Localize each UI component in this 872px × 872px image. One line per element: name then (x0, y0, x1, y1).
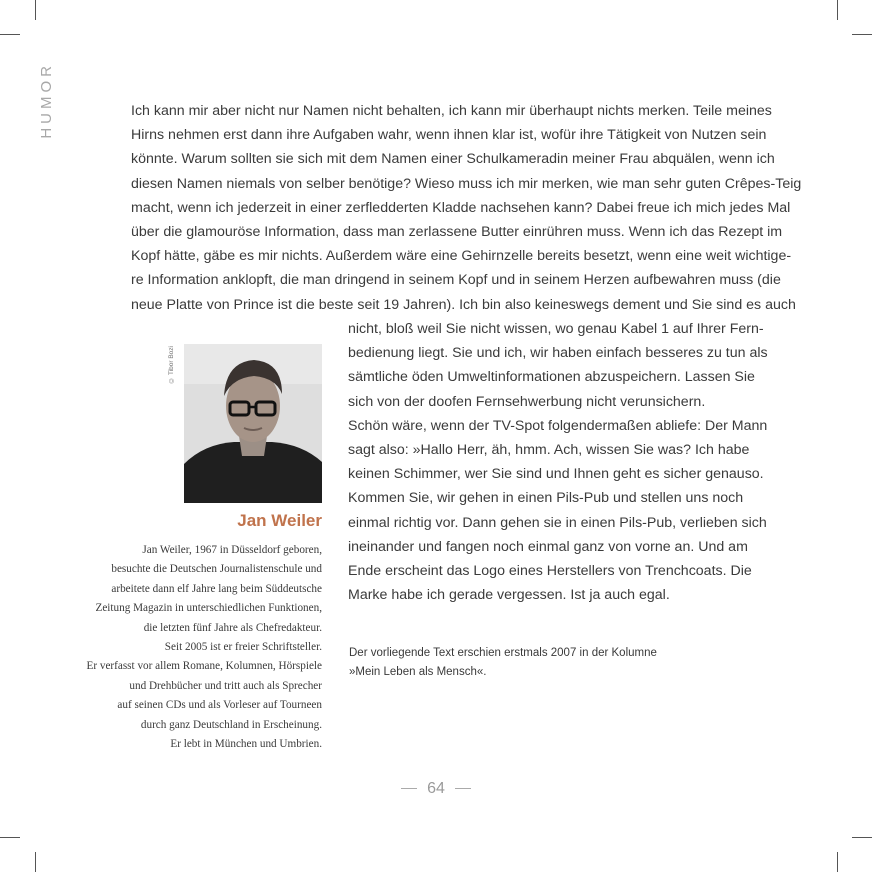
author-bio (32, 541, 322, 754)
section-label: HUMOR (38, 62, 55, 139)
text-line: durch ganz Deutschland in Erscheinung. (140, 718, 322, 731)
text-line: die letzten fünf Jahre als Chefredakteur. (143, 621, 322, 634)
text-line: »Mein Leben als Mensch«. (349, 666, 487, 678)
text-line: neue Platte von Prince ist die beste seit 19 Jahren). Ich bin also keineswegs dement und Sie sind es auch (131, 296, 796, 313)
text-line: sagt also: »Hallo Herr, äh, hmm. Ach, wissen Sie was? Ich habe (348, 441, 750, 458)
crop-mark (0, 34, 20, 35)
text-line: Hirns nehmen erst dann ihre Aufgaben wahr, wenn ihnen klar ist, wofür ihre Tätigkeit von Nutzen sein (131, 127, 767, 144)
text-line: Ich kann mir aber nicht nur Namen nicht behalten, ich kann mir überhaupt nichts merken. Teile meines (131, 103, 772, 119)
photo-credit: © Tibor Bozi (168, 346, 175, 384)
text-line: arbeitete dann elf Jahre lang beim Süddeutsche (111, 582, 322, 595)
crop-mark (852, 34, 872, 35)
crop-mark (0, 837, 20, 838)
text-line: keinen Schimmer, wer Sie sind und Ihnen geht es sicher genauso. (348, 466, 764, 483)
text-line: könnte. Warum sollten sie sich mit dem Namen einer Schulkameradin meiner Frau abquälen, wenn ich (131, 151, 775, 168)
text-line: und Drehbücher und tritt auch als Sprecher (129, 679, 322, 692)
main-paragraph (131, 99, 802, 317)
text-line: ineinander und fangen noch einmal ganz von vorne an. Und am (348, 538, 748, 555)
text-line: Er lebt in München und Umbrien. (170, 738, 322, 751)
footer-dash (401, 788, 417, 789)
text-line: Der vorliegende Text erschien erstmals 2007 in der Kolumne (349, 647, 657, 659)
text-line: Zeitung Magazin in unterschiedlichen Funktionen, (95, 602, 322, 615)
text-line: besuchte die Deutschen Journalistenschule und (111, 563, 322, 576)
author-name: Jan Weiler (237, 511, 322, 530)
crop-mark (852, 837, 872, 838)
text-line: nicht, bloß weil Sie nicht wissen, wo genau Kabel 1 auf Ihrer Fern- (348, 321, 764, 337)
page-number: 64 (427, 780, 445, 797)
text-line: Marke habe ich gerade vergessen. Ist ja auch egal. (348, 587, 670, 604)
crop-mark (837, 0, 838, 20)
text-line: Er verfasst vor allem Romane, Kolumnen, Hörspiele (86, 660, 322, 673)
text-line: sich von der doofen Fernsehwerbung nicht verunsichern. (348, 393, 706, 410)
right-column-text (348, 317, 768, 607)
text-line: Kommen Sie, wir gehen in einen Pils-Pub und stellen uns noch (348, 490, 744, 507)
text-line: Kopf hätte, gäbe es mir nichts. Außerdem wäre eine Gehirnzelle bereits besetzt, wenn eine weit wichtige- (131, 248, 792, 265)
text-line: über die glamouröse Information, dass man zerlassene Butter einrühren muss. Wenn ich das Rezept im (131, 223, 783, 240)
crop-mark (35, 852, 36, 872)
text-line: macht, wenn ich jederzeit in einer zerfledderten Kladde nachsehen kann? Dabei freue ich mich jedes Mal (131, 199, 791, 216)
text-line: Jan Weiler, 1967 in Düsseldorf geboren, (142, 544, 322, 556)
text-line: re Information anklopft, die man dringend in seinem Kopf und in seinem Herzen aufbewahren muss (die (131, 272, 781, 289)
text-line: bedienung liegt. Sie und ich, wir haben einfach besseres zu tun als (348, 345, 768, 362)
text-line: auf seinen CDs und als Vorleser auf Tourneen (117, 699, 322, 712)
footer-dash (455, 788, 471, 789)
publication-note (349, 644, 657, 682)
crop-mark (837, 852, 838, 872)
crop-mark (35, 0, 36, 20)
text-line: einmal richtig vor. Dann gehen sie in einen Pils-Pub, verlieben sich (348, 514, 767, 531)
author-portrait-image (184, 344, 322, 503)
author-photo (184, 344, 322, 503)
page-footer (0, 780, 872, 798)
text-line: sämtliche öden Umweltinformationen abzuspeichern. Lassen Sie (348, 369, 755, 386)
text-line: Seit 2005 ist er freier Schriftsteller. (164, 641, 322, 654)
text-line: diesen Namen niemals von selber benötige? Wieso muss ich mir merken, wie man sehr guten Crêpes-Teig (131, 175, 802, 192)
text-line: Schön wäre, wenn der TV-Spot folgendermaßen abliefe: Der Mann (348, 417, 768, 434)
text-line: Ende erscheint das Logo eines Herstellers von Trenchcoats. Die (348, 562, 752, 579)
